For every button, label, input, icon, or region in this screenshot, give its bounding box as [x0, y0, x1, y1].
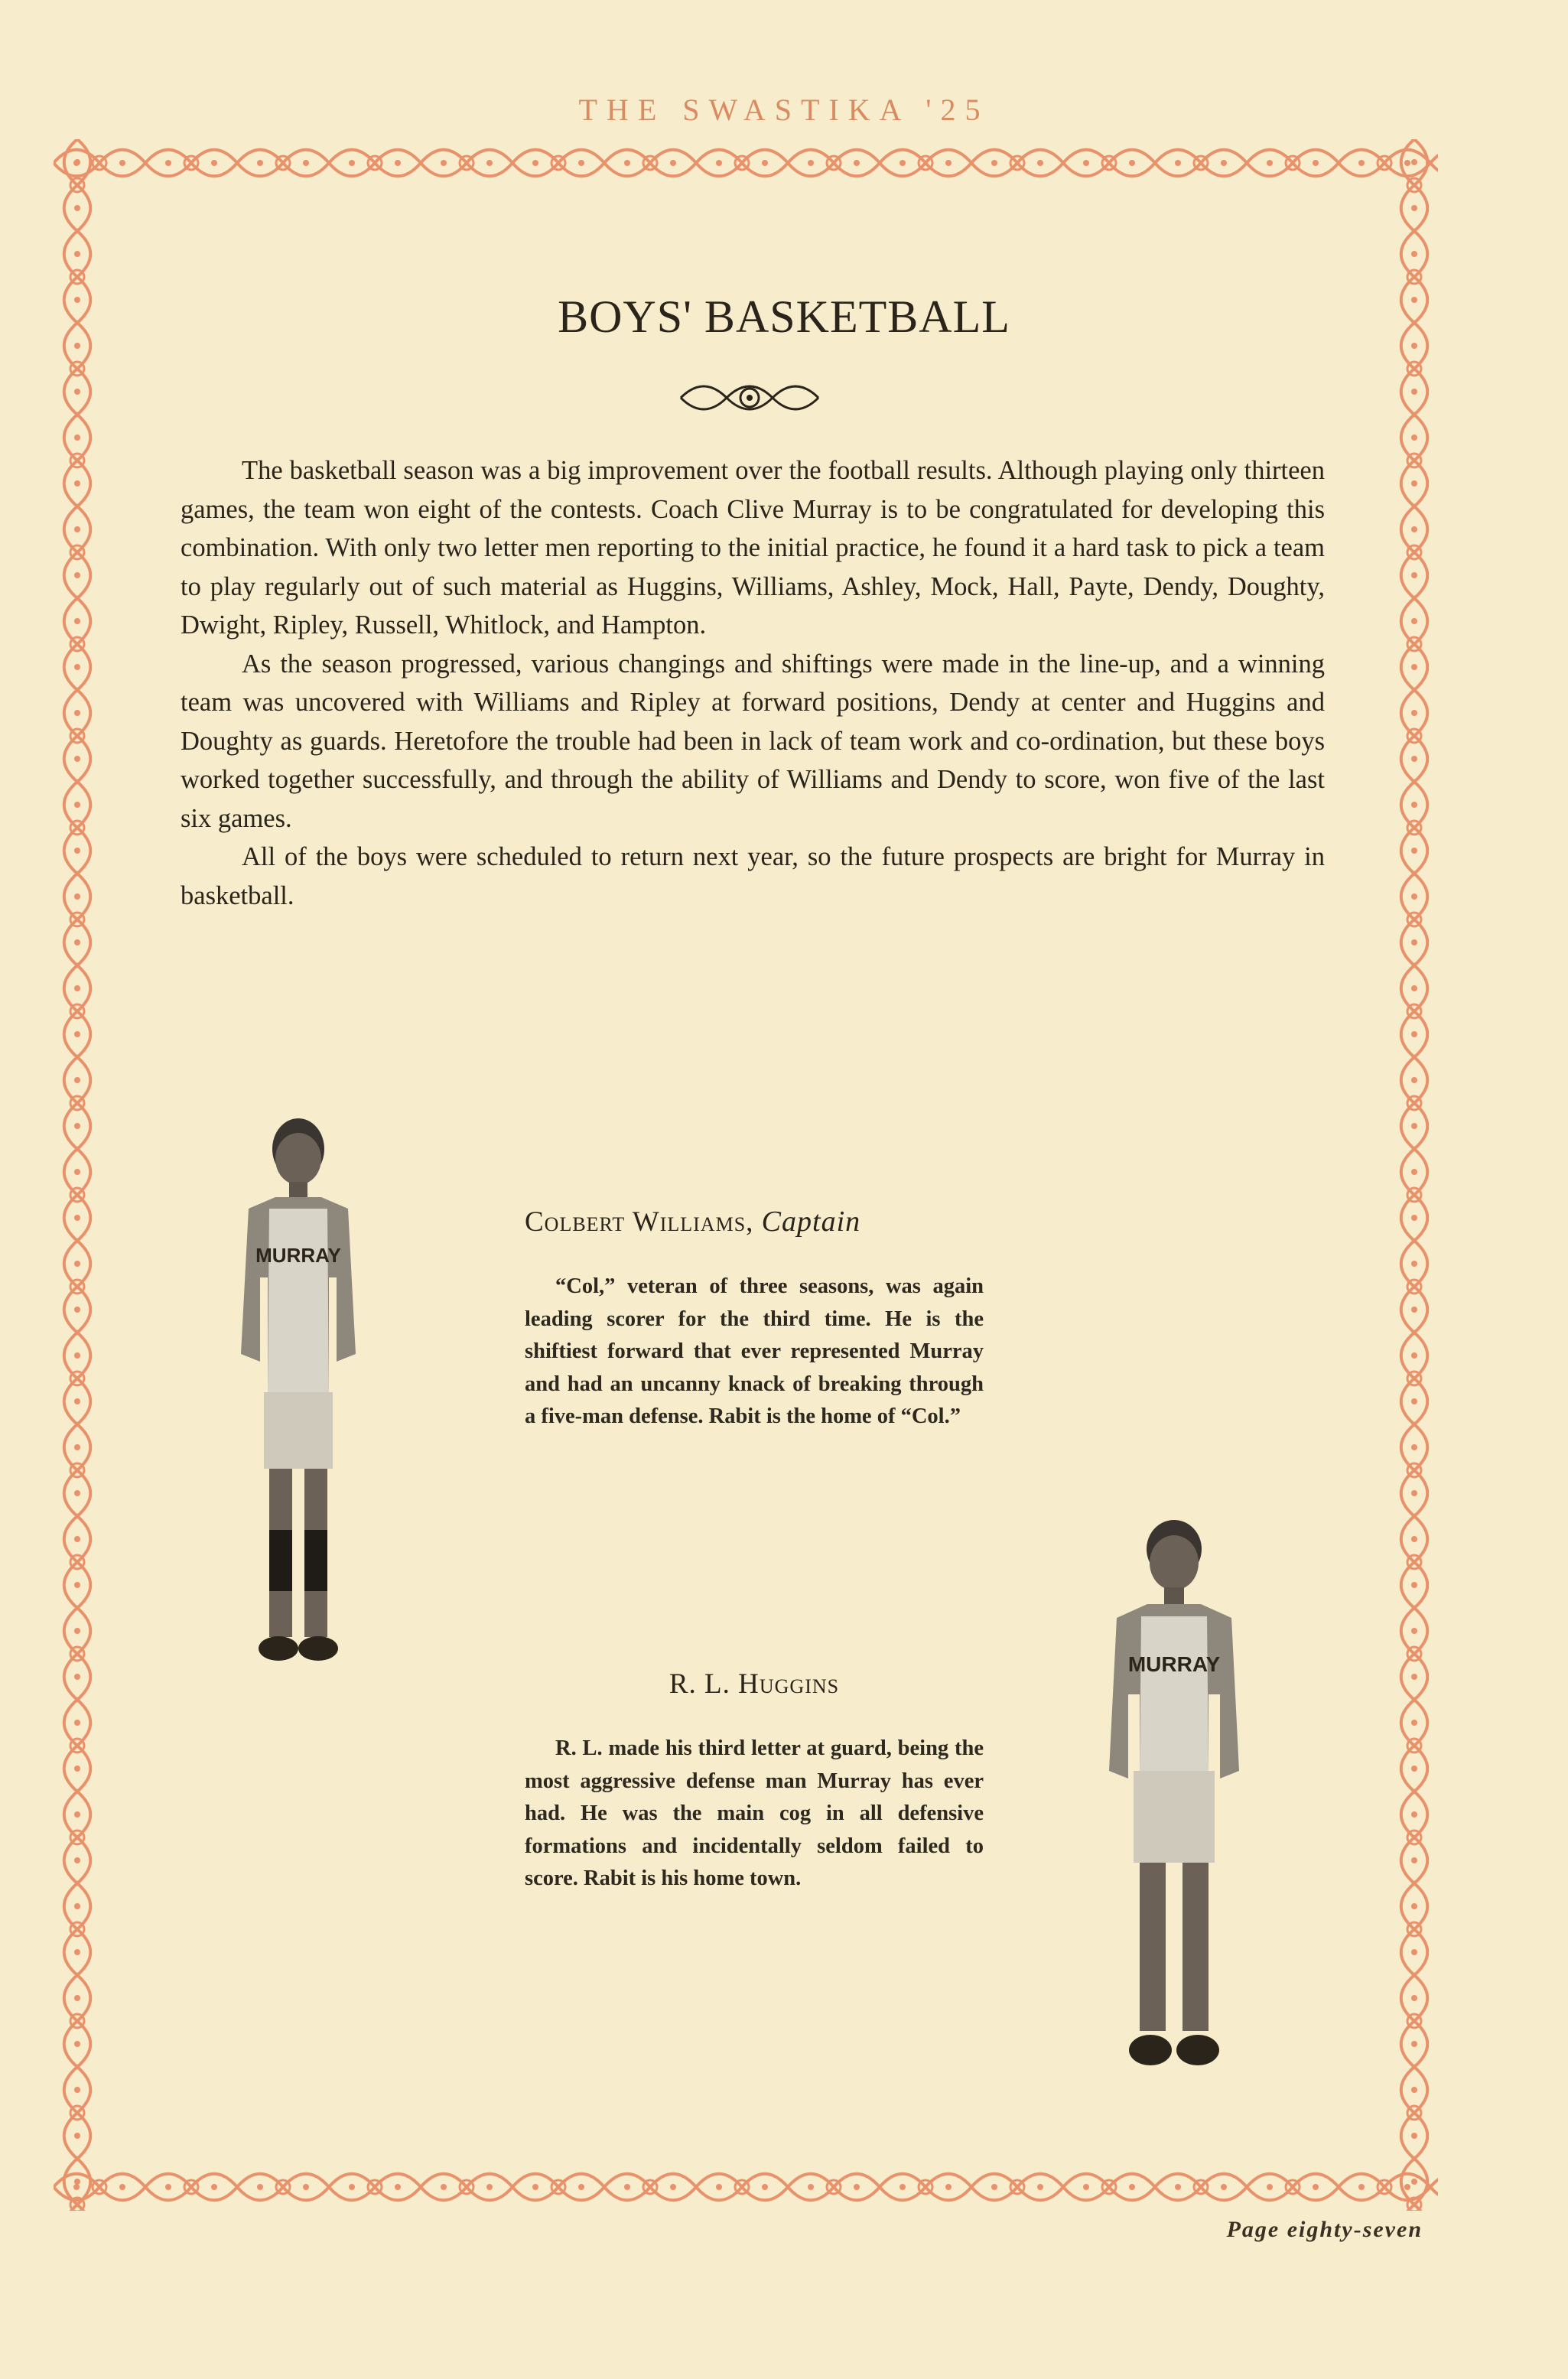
player-name: [525, 1205, 984, 1238]
player-photo-williams: [222, 1102, 375, 1668]
player-bio: R. L. made his third letter at guard, being the most aggressive defense man Murray has ever had. He was the main cog in all defensive formations and incidentally seldom failed to score. Rabit is his home town.: [525, 1736, 984, 1890]
ornamental-border-left: [54, 139, 101, 2211]
ornamental-border-right: [1391, 139, 1438, 2211]
paragraph: As the season progressed, various changings and shiftings were made in the line-up, and a winning team was uncovered with Williams and Ripley at forward positions, Dendy at center and Huggins and Doughty as guards. Heretofore the trouble had been in lack of team work and co-ordination, but these boys worked together successfully, and through the ability of Williams and Dendy to score, won five of the last six games.: [181, 649, 1325, 833]
paragraph: All of the boys were scheduled to return next year, so the future prospects are bright for Murray in basketball.: [181, 842, 1325, 910]
paragraph: The basketball season was a big improvement over the football results. Although playing only thirteen games, the team won eight of the contests. Coach Clive Murray is to be congratulated for developing this combination. With only two letter men reporting to the initial practice, he found it a hard task to pick a team to play regularly out of such material as Huggins, Williams, Ashley, Mock, Hall, Payte, Dendy, Doughty, Dwight, Ripley, Russell, Whitlock, and Hampton.: [181, 456, 1325, 639]
ornamental-border-bottom: [54, 2163, 1438, 2211]
player-name-text: Colbert Williams,: [525, 1206, 754, 1238]
article-body: [181, 451, 1325, 915]
player-bio: “Col,” veteran of three seasons, was again leading scorer for the third time. He is the shiftiest forward that ever represented Murray and had an uncanny knack of breaking through a five-man defense. Rabit is the home of “Col.”: [525, 1274, 984, 1428]
page-number: Page eighty-seven: [1226, 2217, 1423, 2242]
running-head: THE SWASTIKA '25: [578, 93, 990, 127]
player-role: Captain: [761, 1206, 861, 1238]
ornamental-border-top: [54, 139, 1438, 187]
player-name: R. L. Huggins: [669, 1668, 840, 1700]
player-photo-huggins: [1094, 1518, 1254, 2084]
jersey-label: MURRAY: [1127, 1652, 1221, 1676]
player-caption-williams: [525, 1205, 984, 1434]
jersey-label: MURRAY: [255, 1244, 341, 1267]
title-ornament: [673, 375, 826, 421]
page-title: BOYS' BASKETBALL: [558, 291, 1010, 342]
player-caption-huggins: [525, 1668, 984, 1896]
